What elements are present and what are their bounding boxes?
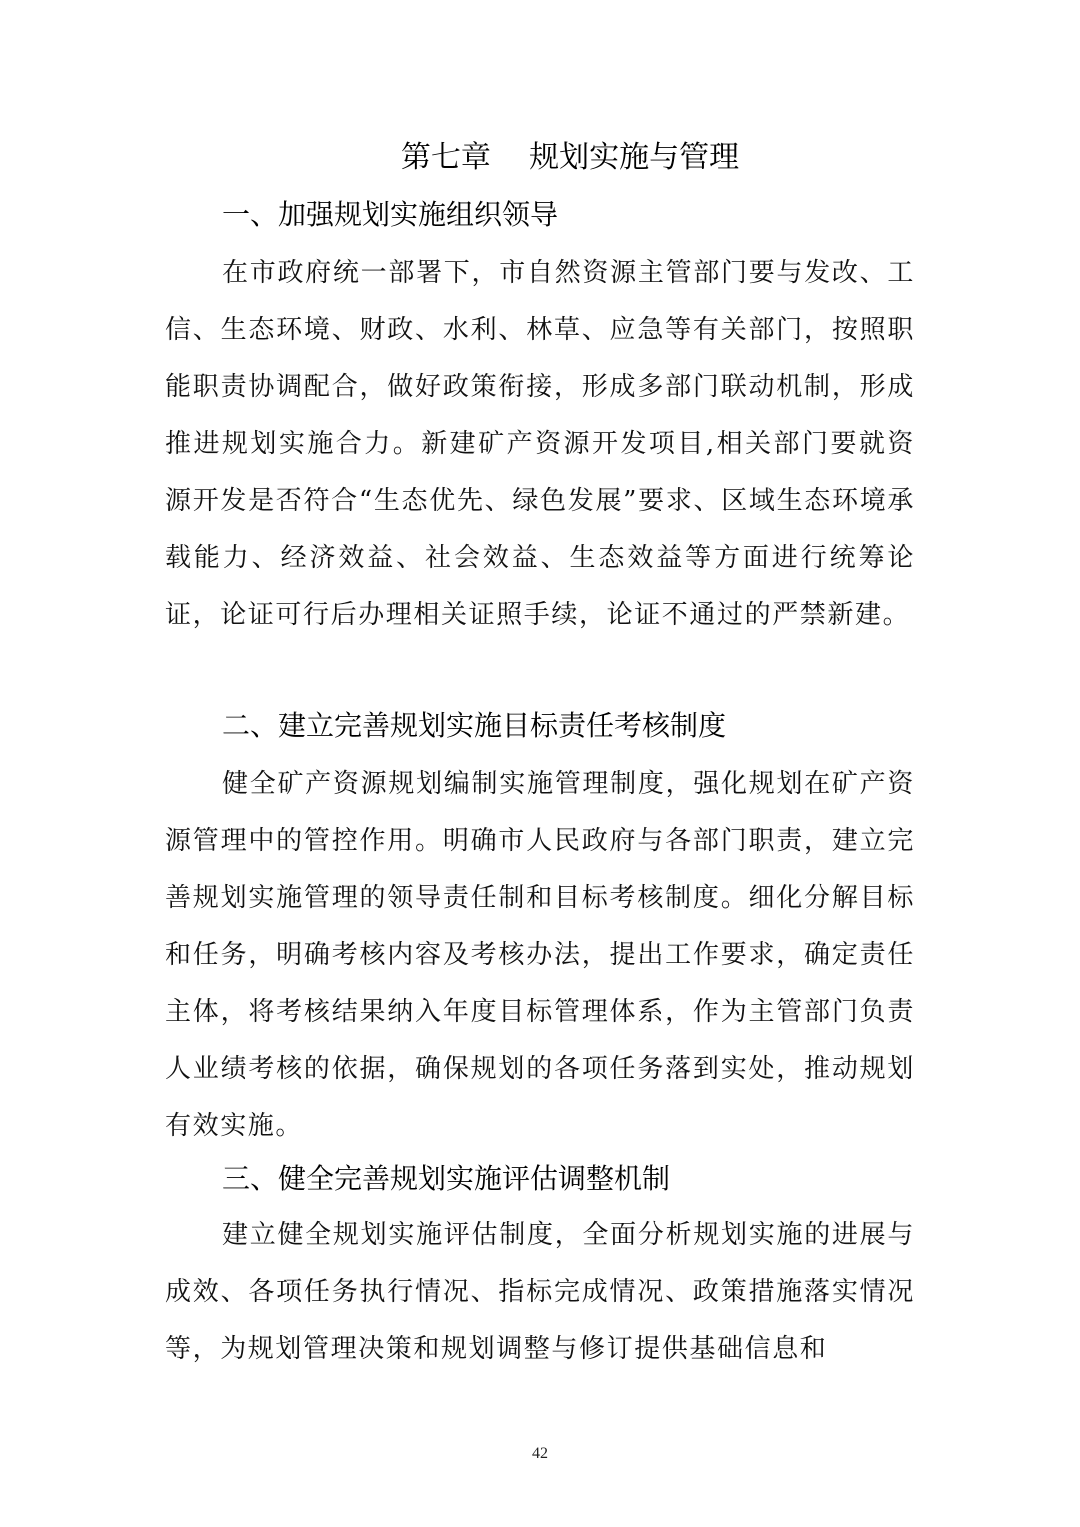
section-paragraph-3: 建立健全规划实施评估制度，全面分析规划实施的进展与成效、各项任务执行情况、指标完成情况、政策措施落实情况等，为规划管理决策和规划调整与修订提供基础信息和 [165,1220,915,1364]
section-paragraph-1: 在市政府统一部署下，市自然资源主管部门要与发改、工信、生态环境、财政、水利、林草、应急等有关部门，按照职能职责协调配合，做好政策衔接，形成多部门联动机制，形成推进规划实施合力。新建矿产资源开发项目,相关部门要就资源开发是否符合“生态优先、绿色发展”要求、区域生态环境承载能力、经济效益、社会效益、生态效益等方面进行统筹论证，论证可行后办理相关证照手续，论证不通过的严禁新建。 [165,258,915,630]
section-paragraph-2: 健全矿产资源规划编制实施管理制度，强化规划在矿产资源管理中的管控作用。明确市人民政府与各部门职责，建立完善规划实施管理的领导责任制和目标考核制度。细化分解目标和任务，明确考核内容及考核办法，提出工作要求，确定责任主体，将考核结果纳入年度目标管理体系，作为主管部门负责人业绩考核的依据，确保规划的各项任务落到实处，推动规划有效实施。 [165,769,915,1141]
chapter-title: 第七章 规划实施与管理 [400,140,740,175]
section-heading-2: 二、建立完善规划实施目标责任考核制度 [222,709,727,742]
section-heading-1: 一、加强规划实施组织领导 [222,198,559,231]
page-number: 42 [532,1445,548,1462]
section-heading-3: 三、健全完善规划实施评估调整机制 [222,1162,671,1195]
